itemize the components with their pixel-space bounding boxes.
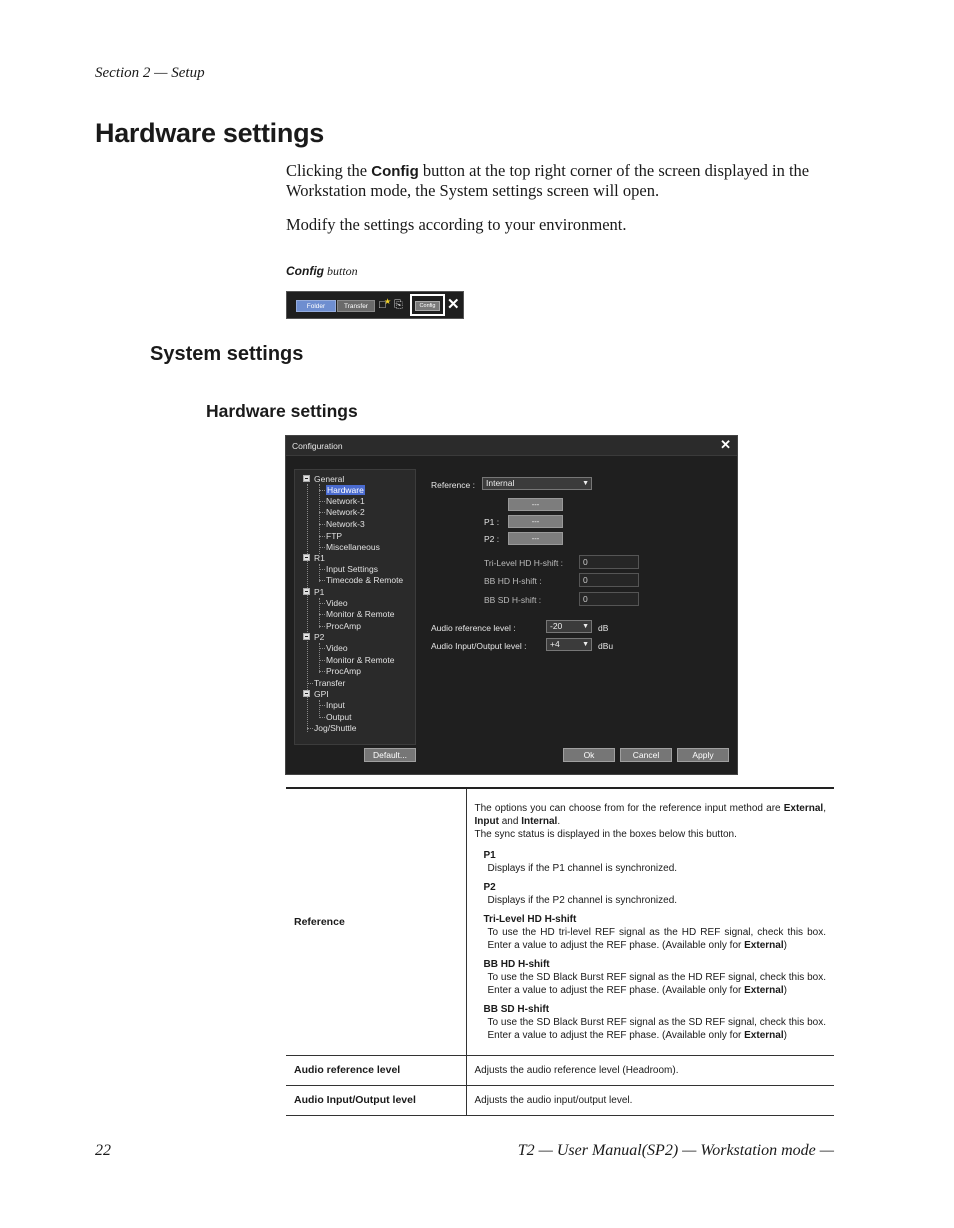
dialog-close-icon[interactable]: ✕ [720,437,731,452]
section-heading: System settings [150,343,304,365]
config-inline-label: Config [371,163,419,180]
audio-reference-label: Audio reference level : [431,623,516,633]
bb-sd-title: BB SD H-shift [483,1003,550,1015]
tree-line [319,717,325,718]
tree-line [319,603,325,604]
p1-title: P1 [483,849,496,861]
star-icon: ★ [384,297,392,306]
table-key-reference: Reference [286,788,466,1055]
page-title: Hardware settings [95,118,324,148]
option-input: Input [474,815,499,827]
close-paren: ) [783,1029,787,1041]
tree-line [319,660,325,661]
collapse-icon[interactable] [303,554,310,561]
audio-reference-unit: dB [598,623,609,633]
tri-level-desc [488,926,827,952]
tree-line [319,524,325,525]
tri-level-desc-text: To use the HD tri-level REF signal as the HD REF signal, check this box. Enter a value to adjust the REF phase. (Available only for [487,926,826,951]
footer-text: T2 — User Manual(SP2) — Workstation mode — [517,1142,834,1159]
tree-p1-procamp[interactable]: ProcAmp [326,621,361,631]
external-term: External [744,939,784,951]
bb-sd-label: BB SD H-shift : [484,595,542,605]
config-caption-rest: button [324,264,358,278]
collapse-icon[interactable] [303,588,310,595]
new-folder-icon[interactable]: □ [379,299,386,311]
collapse-icon[interactable] [303,690,310,697]
bb-hd-desc [488,971,827,997]
p2-label: P2 : [484,534,500,544]
chevron-down-icon: ▼ [582,623,589,630]
settings-table [286,787,834,1116]
tree-line [319,648,325,649]
bb-hd-input[interactable]: 0 [579,573,639,587]
p2-status-box: --- [508,532,563,545]
reference-label: Reference : [431,480,475,490]
folder-button[interactable]: Folder [296,300,336,312]
intro-text-b: button at the top right corner of the screen displayed in the Workstation mode, the System settings screen will open. [286,161,810,200]
config-toolbar-image [286,291,464,319]
ok-button[interactable]: Ok [563,748,615,762]
table-row [286,788,834,1055]
tree-gpi-input[interactable]: Input [326,700,345,710]
tree-line [319,547,325,548]
dialog-title: Configuration [292,441,343,451]
modify-paragraph: Modify the settings according to your environment. [286,215,627,234]
collapse-icon[interactable] [303,475,310,482]
config-caption-bold: Config [286,264,324,278]
intro-text-a: Clicking the [286,161,372,180]
settings-tree [294,469,416,745]
cancel-button[interactable]: Cancel [620,748,672,762]
tree-line [319,626,325,627]
tree-line [319,512,325,513]
collapse-icon[interactable] [303,633,310,640]
table-key-audio-ref: Audio reference level [286,1055,466,1085]
tree-line [319,580,325,581]
close-paren: ) [783,984,787,996]
tree-p1-video[interactable]: Video [326,598,348,608]
search-files-icon[interactable]: ⎘ [394,299,403,311]
config-caption [286,264,358,279]
external-term: External [744,1029,784,1041]
tree-miscellaneous[interactable]: Miscellaneous [326,542,380,552]
apply-button[interactable]: Apply [677,748,729,762]
tree-network-2[interactable]: Network-2 [326,507,365,517]
close-icon[interactable]: ✕ [447,296,460,313]
tree-p2-video[interactable]: Video [326,643,348,653]
sync-status-text: The sync status is displayed in the boxes below this button. [474,828,737,840]
bb-hd-label: BB HD H-shift : [484,576,542,586]
tree-hardware[interactable]: Hardware [327,485,364,495]
option-internal: Internal [521,815,558,827]
tree-line [319,705,325,706]
page-number: 22 [95,1142,111,1159]
tri-level-input[interactable]: 0 [579,555,639,569]
configuration-dialog [285,435,738,775]
bb-hd-title: BB HD H-shift [483,958,550,970]
config-highlight [410,294,445,316]
tree-line [319,501,325,502]
tree-r1-input-settings[interactable]: Input Settings [326,564,378,574]
p1-status-box: --- [508,515,563,528]
option-external: External [783,802,824,814]
reference-options-text [475,802,827,828]
audio-io-unit: dBu [598,641,614,651]
tree-general[interactable]: General [314,474,345,484]
bb-hd-desc-text: To use the SD Black Burst REF signal as the HD REF signal, check this box. Enter a value to adjust the REF phase. (Available only for [487,971,826,996]
tree-line [319,484,320,554]
table-val-reference [466,788,834,1055]
chevron-down-icon: ▼ [582,480,589,487]
tree-line [319,671,325,672]
p1-desc: Displays if the P1 channel is synchronized. [487,862,678,874]
tri-level-title: Tri-Level HD H-shift [483,913,577,925]
option-separator: , [823,802,826,814]
config-button[interactable]: Config [415,301,440,311]
close-paren: ) [783,939,787,951]
table-row [286,1085,834,1115]
tri-level-label: Tri-Level HD H-shift : [484,558,564,568]
reference-select-value: Internal [486,478,515,488]
option-separator: and [498,815,522,827]
tree-r1[interactable]: R1 [314,553,325,563]
external-term: External [744,984,784,996]
bb-sd-input[interactable]: 0 [579,592,639,606]
audio-reference-value: -20 [550,621,563,631]
sync-status-box: --- [508,498,563,511]
tree-transfer[interactable]: Transfer [314,678,346,688]
reference-select[interactable] [482,477,592,490]
audio-io-label: Audio Input/Output level : [431,641,527,651]
default-button[interactable]: Default... [364,748,416,762]
p1-label: P1 : [484,517,500,527]
option-end: . [557,815,561,827]
dialog-titlebar [286,436,737,456]
tree-line [319,490,325,491]
tree-p2-monitor[interactable]: Monitor & Remote [326,655,395,665]
tree-p1-monitor[interactable]: Monitor & Remote [326,609,395,619]
tree-network-3[interactable]: Network-3 [326,519,365,529]
p2-title: P2 [483,881,496,893]
tree-jog-shuttle[interactable]: Jog/Shuttle [314,723,357,733]
tree-line [319,569,325,570]
intro-paragraph [286,161,836,200]
transfer-button[interactable]: Transfer [337,300,375,312]
section-header: Section 2 — Setup [95,65,205,81]
tree-gpi-output[interactable]: Output [326,712,352,722]
table-val-audio-io: Adjusts the audio input/output level. [466,1085,834,1115]
tree-p2[interactable]: P2 [314,632,325,642]
tree-line [319,700,320,718]
tree-p2-procamp[interactable]: ProcAmp [326,666,361,676]
chevron-down-icon: ▼ [582,641,589,648]
tree-line [307,683,313,684]
tree-p1[interactable]: P1 [314,587,325,597]
bb-sd-desc-text: To use the SD Black Burst REF signal as the SD REF signal, check this box. Enter a value to adjust the REF phase. (Available only for [487,1016,826,1041]
tree-gpi[interactable]: GPI [314,689,329,699]
table-row [286,1055,834,1085]
bb-sd-desc [488,1016,827,1042]
sub-heading: Hardware settings [206,401,358,421]
audio-io-select[interactable] [546,638,592,651]
audio-reference-select[interactable] [546,620,592,633]
tree-network-1[interactable]: Network-1 [326,496,365,506]
audio-io-value: +4 [550,639,560,649]
p2-desc: Displays if the P2 channel is synchronized. [487,894,678,906]
tree-line [319,614,325,615]
tree-line [307,728,313,729]
table-key-audio-io: Audio Input/Output level [286,1085,466,1115]
tree-ftp[interactable]: FTP [326,531,343,541]
reference-options-lead: The options you can choose from for the reference input method are [474,802,784,814]
tree-r1-timecode[interactable]: Timecode & Remote [326,575,404,585]
tree-line [319,536,325,537]
table-val-audio-ref: Adjusts the audio reference level (Headroom). [466,1055,834,1085]
